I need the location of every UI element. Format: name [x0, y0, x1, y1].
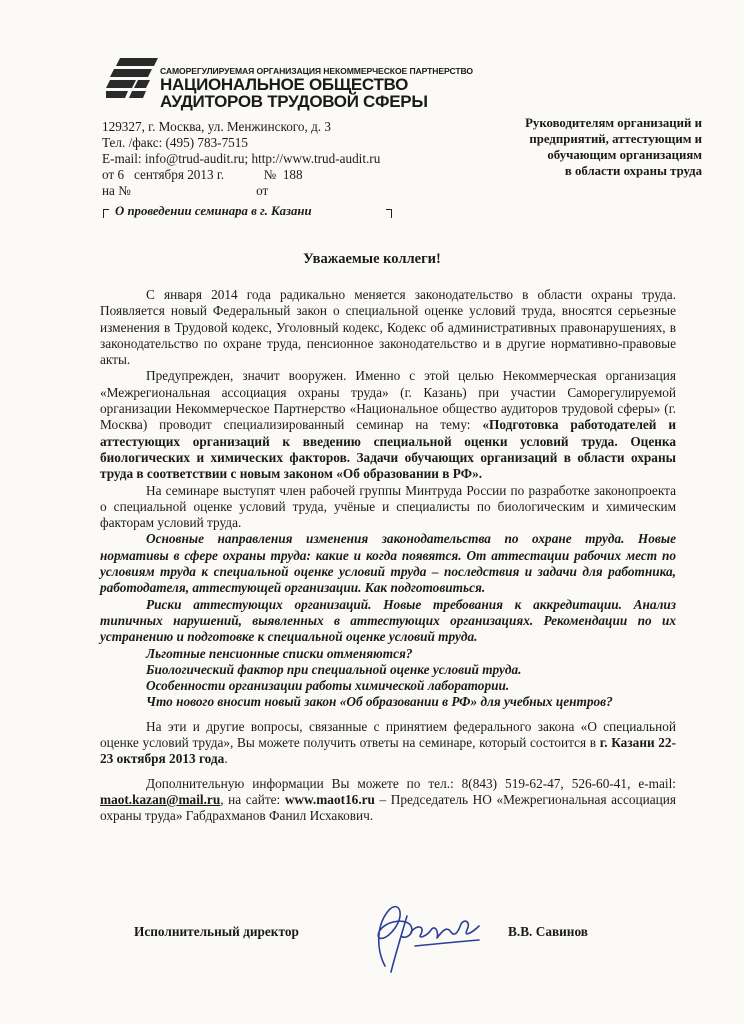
contact-block — [102, 119, 380, 199]
paragraph-1: С января 2014 года радикально меняется законодательство в области охраны труда. Появляется новый Федеральный закон о специальной оценке условий труда, вносятся серьезные изменения в Трудовой кодекс, Уголовный кодекс, Кодекс об административных правонарушениях, в законодательство по охране труда, пенсионное законодательство и в другие нормативно-правовые акты. — [100, 287, 676, 368]
topic-6: Что нового вносит новый закон «Об образовании в РФ» для учебных центров? — [146, 694, 613, 710]
recipient-line: предприятий, аттестующим и — [529, 132, 702, 146]
paragraph-5-text-b: , на сайте: — [220, 791, 285, 807]
handwritten-signature — [355, 896, 485, 980]
recipient-line: обучающим организациям — [547, 148, 702, 162]
paragraph-3: На семинаре выступят член рабочей группы Минтруда России по разработке законопроекта о специальной оценке условий труда, учёные и специалисты по биологическим и химическим факторам условий труда. — [100, 482, 676, 531]
topic-3: Льготные пенсионные списки отменяются? — [146, 645, 413, 661]
recipient-line: в области охраны труда — [564, 164, 702, 178]
signatory-name: В.В. Савинов — [508, 924, 588, 939]
address: 129327, г. Москва, ул. Менжинского, д. 3 — [102, 119, 331, 134]
org-subtitle: САМОРЕГУЛИРУЕМАЯ ОРГАНИЗАЦИЯ НЕКОММЕРЧЕСКОЕ ПАРТНЕРСТВО — [160, 66, 473, 76]
paragraph-5-text-c: – Председатель НО «Межрегиональная ассоциация охраны труда» Габдрахманов Фанил Исхакович. — [100, 791, 676, 824]
recipient-block — [525, 115, 702, 179]
contact-email-link[interactable]: maot.kazan@mail.ru — [100, 791, 221, 807]
greeting: Уважаемые коллеги! — [303, 251, 441, 267]
topic-2: Риски аттестующих организаций. Новые требования к аккредитации. Анализ типичных нарушений, выявленных в аттестующих организациях. Рекомендации по их устранению и подготовке к специальной оценке условий труда. — [100, 596, 676, 645]
letter-body — [100, 287, 676, 825]
paragraph-5-text-a: Дополнительную информации Вы можете по тел.: 8(843) 519-62-47, 526-60-41, e-mail: — [146, 775, 676, 791]
paragraph-4-end: . — [224, 751, 228, 767]
recipient-line: Руководителям организаций и — [525, 116, 702, 130]
paragraph-4-text: На эти и другие вопросы, связанные с принятием федерального закона «О специальной оценке условий труда», Вы можете получить ответы на семинаре, который состоится в — [100, 718, 676, 751]
paragraph-2-text: Предупрежден, значит вооружен. Именно с этой целью Некоммерческая организация «Межрегиональная ассоциация охраны труда» (г. Казань) при участии Саморегулируемой организации Некоммерческое Партнерство «Национальное общество аудиторов трудовой сферы» (г. Москва) проводит специализированный семинар на тему: — [100, 368, 676, 433]
seminar-date-place: г. Казани 22-23 октября 2013 года — [100, 735, 677, 767]
subject-bracket-right — [386, 209, 392, 218]
seminar-theme: «Подготовка работодателей и аттестующих организаций к введению специальной оценки условий труда. Оценка биологических и химических факторов. Задачи обучающих организаций в области охраны труда в соответствии с новым законом «Об образовании в РФ». — [100, 417, 676, 482]
subject-line: О проведении семинара в г. Казани — [115, 204, 312, 218]
topic-4: Биологический фактор при специальной оценке условий труда. — [146, 661, 522, 677]
contact-website-link[interactable]: www.maot16.ru — [284, 791, 375, 807]
paragraph-5 — [100, 776, 676, 825]
topic-1: Основные направления изменения законодательства по охране труда. Новые нормативы в сфере охраны труда: какие и когда появятся. От аттестации рабочих мест по условиям труда к специальной оценке условий труда – последствия и задачи для работника, работодателя, аттестующей организации. Как подготовиться. — [100, 531, 676, 596]
org-name-line2: АУДИТОРОВ ТРУДОВОЙ СФЕРЫ — [160, 92, 428, 111]
email-web: E-mail: info@trud-audit.ru; http://www.trud-audit.ru — [102, 151, 381, 166]
date-number: от 6 сентября 2013 г. № 188 — [102, 167, 303, 182]
phone: Тел. /факс: (495) 783-7515 — [102, 135, 248, 150]
signatory-title: Исполнительный директор — [134, 924, 299, 939]
paragraph-2 — [100, 368, 676, 482]
paragraph-4 — [100, 719, 676, 768]
org-name-line1: НАЦИОНАЛЬНОЕ ОБЩЕСТВО — [160, 75, 409, 94]
reference-number: на № от — [102, 183, 269, 198]
subject-bracket-left — [103, 209, 109, 218]
org-name — [160, 76, 428, 110]
topic-5: Особенности организации работы химической лаборатории. — [146, 678, 510, 694]
organization-logo-icon — [106, 58, 158, 98]
